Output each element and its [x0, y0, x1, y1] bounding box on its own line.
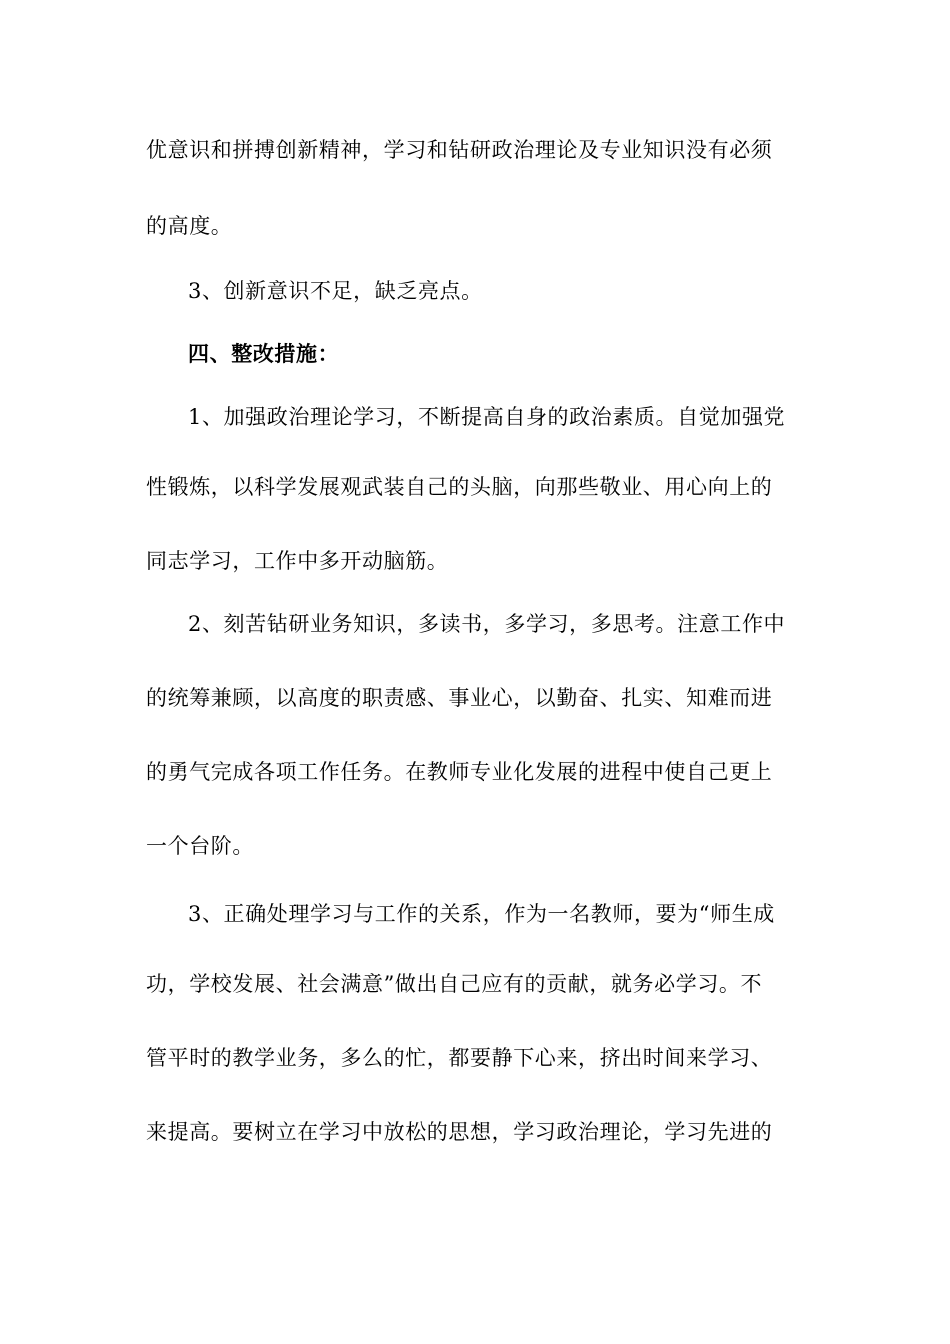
paragraph-line: 一个台阶。 — [146, 834, 254, 858]
paragraph-line: 的统筹兼顾，以高度的职责感、事业心，以勤奋、扎实、知难而进 — [146, 686, 773, 710]
paragraph-line: 管平时的教学业务，多么的忙，都要静下心来，挤出时间来学习、 — [146, 1046, 773, 1070]
paragraph-line: 优意识和拼搏创新精神，学习和钻研政治理论及专业知识没有必须 — [146, 138, 773, 162]
paragraph-line: 3、创新意识不足，缺乏亮点。 — [188, 279, 483, 303]
paragraph-line: 2、刻苦钻研业务知识，多读书，多学习，多思考。注意工作中 — [188, 612, 786, 636]
paragraph-line: 3、正确处理学习与工作的关系，作为一名教师，要为“师生成 — [188, 902, 775, 926]
paragraph-line: 功，学校发展、社会满意”做出自己应有的贡献，就务必学习。不 — [146, 972, 763, 996]
paragraph-line: 的高度。 — [146, 214, 233, 238]
paragraph-line: 的勇气完成各项工作任务。在教师专业化发展的进程中使自己更上 — [146, 760, 773, 784]
section-heading: 四、整改措施： — [188, 341, 340, 366]
paragraph-line: 性锻炼，以科学发展观武装自己的头脑，向那些敬业、用心向上的 — [146, 475, 773, 499]
paragraph-line: 来提高。要树立在学习中放松的思想，学习政治理论，学习先进的 — [146, 1120, 773, 1144]
paragraph-line: 1、加强政治理论学习，不断提高自身的政治素质。自觉加强党 — [188, 405, 786, 429]
paragraph-line: 同志学习，工作中多开动脑筋。 — [146, 549, 449, 573]
